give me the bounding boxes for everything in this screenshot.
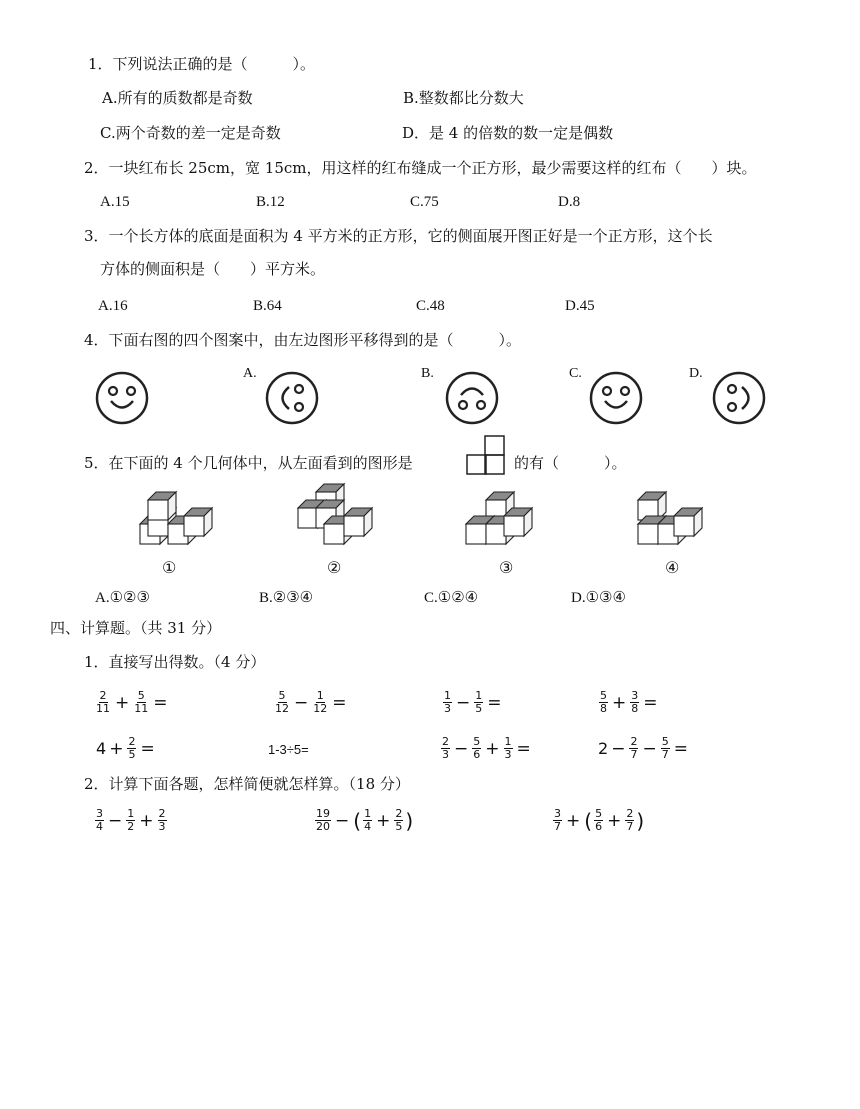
operator: + [485,738,500,759]
operator: + [566,810,581,831]
section-4-title: 四、计算题。（共 31 分） [50,619,222,637]
solid-figure-1 [138,490,214,548]
fraction [95,808,104,833]
solid-figure-2 [296,482,374,548]
solid-figure-2-label: ② [327,560,342,577]
calc-expression-3 [442,690,505,715]
denominator: 11 [134,702,149,715]
operator: + [612,692,627,713]
numerator: 2 [128,735,136,748]
numerator: 1 [444,689,451,702]
denominator: 20 [316,820,330,833]
fraction [158,808,167,833]
calc-expression-5 [96,736,158,761]
q4-label-d: D. [689,366,703,381]
numerator: 1 [504,735,512,748]
numerator: 3 [96,807,103,820]
numerator: 5 [473,735,481,748]
denominator: 5 [395,820,403,833]
numerator: 1 [316,689,324,702]
calc-expression-11 [552,808,645,833]
q5-option-b: B.②③④ [259,590,314,606]
denominator: 6 [595,820,603,833]
smiley-option-d-figure [711,370,767,426]
operator: − [335,810,350,831]
denominator: 12 [275,702,289,715]
denominator: 8 [631,702,639,715]
numerator: 3 [631,689,639,702]
fraction [441,736,450,761]
fraction [443,690,452,715]
fraction [133,690,149,715]
whole-number: 4 [96,739,107,758]
numerator: 2 [158,807,166,820]
q3-option-c: C.48 [416,298,445,314]
fraction [629,736,638,761]
q1-option-d: D．是 4 的倍数的数一定是偶数 [402,124,614,142]
fraction [95,690,111,715]
right-paren: ) [636,808,645,833]
denominator: 4 [364,820,372,833]
denominator: 6 [473,748,481,761]
operator: + [607,810,622,831]
operator: − [454,738,469,759]
q3-stem-line2: 方体的侧面积是（ ）平方米。 [100,260,326,278]
calc-expression-10 [314,808,414,833]
numerator: 3 [554,807,561,820]
calc-expression-8 [598,736,691,761]
numerator: 5 [600,689,607,702]
section-4-subtitle-2: 2．计算下面各题，怎样简便就怎样算。（18 分） [84,775,410,793]
fraction [661,736,670,761]
section-4-subtitle-1: 1．直接写出得数。（4 分） [84,653,266,671]
operator: − [108,810,123,831]
fraction [363,808,372,833]
q4-label-a: A. [243,366,257,381]
numerator: 2 [630,735,638,748]
solid-figure-3 [464,490,534,548]
equals-sign: = [140,738,155,759]
denominator: 7 [630,748,638,761]
numerator: 5 [595,807,603,820]
q4-label-b: B. [421,366,434,381]
fraction [127,736,136,761]
fraction [274,690,290,715]
q1-option-a: A.所有的质数都是奇数 [102,89,253,107]
denominator: 12 [313,702,328,715]
q3-option-b: B.64 [253,298,282,314]
denominator: 3 [442,748,449,761]
left-paren: ( [353,808,362,833]
denominator: 5 [475,702,483,715]
q4-stem: 4．下面右图的四个图案中，由左边图形平移得到的是（ ）。 [84,331,522,349]
smiley-option-c-figure [588,370,644,426]
operator: + [376,810,391,831]
denominator: 4 [96,820,103,833]
solid-figure-3-label: ③ [499,560,514,577]
numerator: 2 [442,735,449,748]
equals-sign: = [332,692,347,713]
equals-sign: = [153,692,168,713]
fraction [472,736,481,761]
fraction [312,690,328,715]
whole-number: 2 [598,739,609,758]
right-paren: ) [405,808,414,833]
fraction [594,808,603,833]
q2-option-b: B.12 [256,194,285,210]
fraction [126,808,135,833]
denominator: 7 [626,820,634,833]
denominator: 11 [96,702,110,715]
q4-label-c: C. [569,366,582,381]
calc-expression-7 [440,736,534,761]
calc-expression-9 [94,808,168,833]
smiley-original-figure [94,370,150,426]
fraction [315,808,331,833]
left-paren: ( [584,808,593,833]
fraction [599,690,608,715]
numerator: 1 [475,689,483,702]
denominator: 3 [158,820,166,833]
equals-sign: = [516,738,531,759]
numerator: 1 [127,807,135,820]
q5-stem-after: 的有（ ）。 [514,454,627,472]
denominator: 8 [600,702,607,715]
left-view-shape-figure [466,435,506,475]
smiley-option-a-figure [264,370,320,426]
q2-stem: 2．一块红布长 25cm，宽 15cm，用这样的红布缝成一个正方形，最少需要这样的红布（ ）块。 [84,159,757,177]
denominator: 5 [128,748,136,761]
solid-figure-1-label: ① [162,560,177,577]
q1-option-c: C.两个奇数的差一定是奇数 [100,124,281,142]
operator: − [642,738,657,759]
operator: + [139,810,154,831]
calc-expression-1 [94,690,171,715]
q3-option-d: D.45 [565,298,595,314]
denominator: 3 [444,702,451,715]
operator: + [109,738,124,759]
q1-stem: 1．下列说法正确的是（ ）。 [88,55,316,73]
q3-stem-line1: 3．一个长方体的底面是面积为 4 平方米的正方形，它的侧面展开图正好是一个正方形，这个长 [84,227,713,245]
fraction [394,808,403,833]
smiley-option-b-figure [444,370,500,426]
solid-figure-4-label: ④ [665,560,680,577]
equals-sign: = [673,738,688,759]
numerator: 2 [395,807,403,820]
q3-option-a: A.16 [98,298,128,314]
q5-option-d: D.①③④ [571,590,626,606]
fraction [625,808,634,833]
numerator: 5 [137,689,145,702]
numerator: 5 [278,689,286,702]
calc-expression-6 [268,742,309,757]
q2-option-d: D.8 [558,194,581,210]
equals-sign: = [643,692,658,713]
fraction [553,808,562,833]
q5-option-c: C.①②④ [424,590,479,606]
numerator: 5 [661,735,669,748]
numerator: 2 [626,807,634,820]
equals-sign: = [487,692,502,713]
q2-option-a: A.15 [100,194,130,210]
numerator: 19 [316,807,330,820]
solid-figure-4 [636,490,706,548]
expression-text: 1-3÷5= [268,742,309,757]
denominator: 7 [661,748,669,761]
fraction [504,736,513,761]
q5-stem-before: 5．在下面的 4 个几何体中，从左面看到的图形是 [84,454,413,472]
q2-option-c: C.75 [410,194,439,210]
q5-option-a: A.①②③ [95,590,150,606]
numerator: 1 [364,807,372,820]
fraction [474,690,483,715]
fraction [630,690,639,715]
denominator: 3 [504,748,512,761]
calc-expression-2 [273,690,350,715]
operator: + [115,692,130,713]
operator: − [294,692,309,713]
numerator: 2 [99,689,107,702]
denominator: 2 [127,820,135,833]
q1-option-b: B.整数都比分数大 [403,89,524,107]
operator: − [456,692,471,713]
denominator: 7 [554,820,561,833]
operator: − [611,738,626,759]
calc-expression-4 [598,690,661,715]
